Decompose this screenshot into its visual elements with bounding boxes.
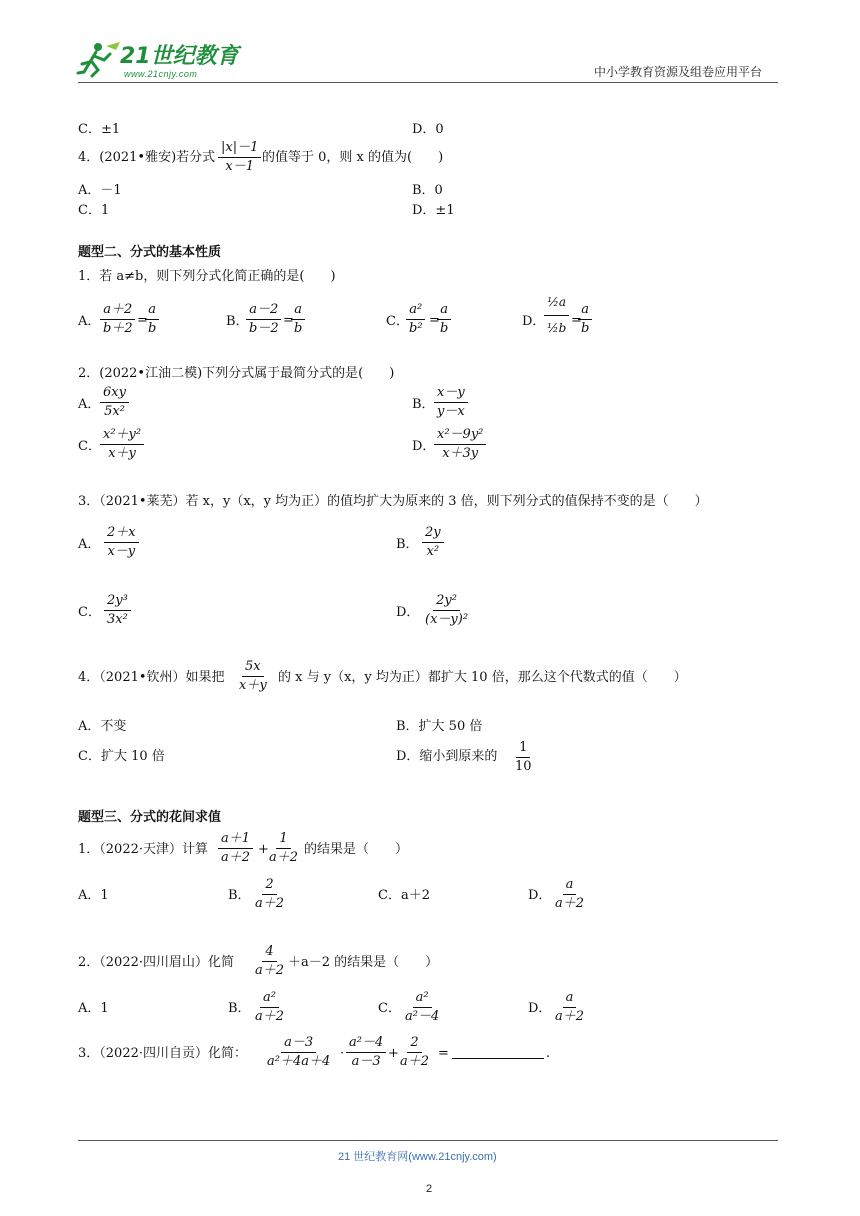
logo-text: 21世纪教育 <box>120 44 239 69</box>
denominator: x－y <box>107 543 136 559</box>
logo-url: www.21cnjy.com <box>124 69 198 79</box>
s2q1-stem: 1．若 a≠b，则下列分式化简正确的是( ) <box>78 269 336 284</box>
header-rule <box>78 82 778 83</box>
numerator: x²－9y² <box>434 428 486 445</box>
denominator: a＋2 <box>255 895 285 911</box>
footer-site-text[interactable]: 21 世纪教育网(www.21cnjy.com) <box>338 1151 497 1163</box>
numerator: ½a <box>544 296 569 316</box>
equals-sign: = <box>571 313 582 328</box>
denominator: b＋2 <box>103 320 133 336</box>
logo <box>76 40 239 80</box>
denominator: a＋2 <box>400 1053 430 1069</box>
denominator: b <box>440 320 449 336</box>
q-prev-option-d: D．0 <box>412 122 444 137</box>
q-prev-option-c: C．±1 <box>78 122 121 137</box>
s2q3-option-b-frac <box>422 526 444 558</box>
q4-fraction <box>218 141 261 173</box>
numerator: a <box>145 303 159 320</box>
s2q1-option-a-rhs <box>145 303 159 335</box>
s2q1-option-d-lhs <box>544 296 569 334</box>
q4-option-c: C．1 <box>78 203 110 218</box>
s3q2-option-d-frac <box>552 991 587 1023</box>
numerator: a² <box>260 991 279 1008</box>
s3q1-fraction-2 <box>266 832 301 864</box>
denominator: b <box>581 320 590 336</box>
equals-sign: = <box>283 313 294 328</box>
s3q1-stem-suffix: 的结果是（ ） <box>304 842 409 857</box>
denominator: 3x² <box>107 611 128 627</box>
numerator: x－y <box>434 386 468 403</box>
denominator: a＋2 <box>555 1008 585 1024</box>
s3q2-option-a: A．1 <box>78 1001 109 1016</box>
s3q1-option-d-frac <box>552 878 587 910</box>
s3q1-option-d-label: D． <box>528 888 552 903</box>
equals-sign: = <box>137 313 148 328</box>
footer-rule <box>78 1140 778 1141</box>
numerator: a <box>563 991 577 1008</box>
denominator: a＋2 <box>221 849 251 865</box>
q4-option-d: D．±1 <box>412 203 455 218</box>
s2q2-option-c-label: C． <box>78 439 101 454</box>
numerator: 2y² <box>433 594 460 611</box>
s2q1-option-c-rhs <box>437 303 451 335</box>
header-platform-text: 中小学教育资源及组卷应用平台 <box>594 65 763 79</box>
numerator: 2 <box>262 878 276 895</box>
numerator: 6xy <box>100 386 129 403</box>
s2q2-option-b-frac <box>434 386 468 418</box>
equals-sign: = <box>438 1046 449 1061</box>
s3q1-option-b-frac <box>252 878 287 910</box>
numerator: 4 <box>262 945 276 962</box>
s3q2-option-b-label: B． <box>228 1001 251 1016</box>
s3q2-fraction <box>252 945 287 977</box>
s3q2-stem-prefix: 2．（2022·四川眉山）化简 <box>78 955 234 970</box>
s2q1-option-c-label: C． <box>386 314 409 329</box>
denominator: a＋2 <box>555 895 585 911</box>
s2q2-option-b-label: B． <box>412 397 435 412</box>
denominator: a²＋4a＋4 <box>267 1053 331 1069</box>
numerator: 1 <box>516 741 530 758</box>
s2q4-option-b: B．扩大 50 倍 <box>396 719 483 734</box>
s2q4-option-d-frac <box>512 741 535 773</box>
q4-option-a: A．－1 <box>78 183 122 198</box>
s3q1-option-b-label: B． <box>228 888 251 903</box>
s2q1-option-d-label: D． <box>522 314 546 329</box>
denominator: x² <box>426 543 440 559</box>
denominator: b² <box>409 320 423 336</box>
answer-blank[interactable] <box>452 1047 544 1062</box>
numerator: a² <box>406 303 425 320</box>
denominator: x＋3y <box>442 445 479 461</box>
denominator: b <box>148 320 157 336</box>
s2q1-option-d-rhs <box>578 303 592 335</box>
numerator: 1 <box>276 832 290 849</box>
s2q4-fraction <box>236 660 270 692</box>
s2q1-option-c-lhs <box>406 303 426 335</box>
plus-sign: + <box>388 1046 399 1061</box>
s2q3-option-a-frac <box>104 526 139 558</box>
s2q2-option-a-label: A． <box>78 397 101 412</box>
denominator: x＋y <box>108 445 136 461</box>
numerator: 5x <box>242 660 264 677</box>
s3q1-option-a: A．1 <box>78 888 109 903</box>
numerator: a <box>291 303 305 320</box>
s3q2-option-d-label: D． <box>528 1001 552 1016</box>
numerator: x²＋y² <box>100 428 144 445</box>
s2q1-option-b-label: B． <box>226 314 249 329</box>
end-period: . <box>546 1046 551 1061</box>
denominator: a＋2 <box>255 962 285 978</box>
plus-sign: + <box>258 842 269 857</box>
denominator: b <box>294 320 303 336</box>
equals-sign: = <box>429 313 440 328</box>
s2q3-option-d-frac <box>422 594 471 626</box>
s3q2-stem-suffix: ＋a－2 的结果是（ ） <box>288 955 439 970</box>
q4-stem-prefix: 4．(2021•雅安)若分式 <box>78 150 216 165</box>
numerator: 2y <box>422 526 444 543</box>
s3q2-option-c-label: C． <box>378 1001 401 1016</box>
s2q4-option-c: C．扩大 10 倍 <box>78 749 165 764</box>
s2q4-stem-prefix: 4．（2021•钦州）如果把 <box>78 670 225 685</box>
s2q2-option-d-frac <box>434 428 486 460</box>
s3q3-stem-prefix: 3．（2022·四川自贡）化简： <box>78 1046 247 1061</box>
s2q3-option-b-label: B． <box>396 537 419 552</box>
numerator: a－3 <box>281 1036 316 1053</box>
s2q1-option-b-rhs <box>291 303 305 335</box>
denominator: a²－4 <box>405 1008 440 1024</box>
q4-fraction-denominator: x－1 <box>225 158 254 174</box>
numerator: 2 <box>407 1036 421 1053</box>
numerator: a <box>437 303 451 320</box>
s3q1-stem-prefix: 1．（2022·天津）计算 <box>78 842 208 857</box>
numerator: 2＋x <box>104 526 139 543</box>
numerator: a＋2 <box>100 303 135 320</box>
q4-option-b: B．0 <box>412 183 443 198</box>
denominator: y－x <box>437 403 465 419</box>
numerator: a <box>563 878 577 895</box>
page-number: 2 <box>426 1183 433 1195</box>
s2q3-option-c-frac <box>104 594 131 626</box>
q4-stem-suffix: 的值等于 0，则 x 的值为( ) <box>262 150 444 165</box>
numerator: a²－4 <box>346 1036 386 1053</box>
s2q4-option-d-prefix: D．缩小到原来的 <box>396 749 498 764</box>
denominator: x＋y <box>239 677 267 693</box>
numerator: a <box>578 303 592 320</box>
denominator: a－3 <box>351 1053 381 1069</box>
section3-title: 题型三、分式的花间求值 <box>78 810 222 825</box>
multiply-dot: · <box>340 1046 345 1061</box>
s2q2-stem: 2．(2022•江油二模)下列分式属于最简分式的是( ) <box>78 366 395 381</box>
denominator: 10 <box>515 758 532 774</box>
s2q3-option-d-label: D． <box>396 605 420 620</box>
denominator: ½b <box>547 320 567 335</box>
s3q3-fraction-1 <box>264 1036 333 1068</box>
s3q3-fraction-2 <box>346 1036 386 1068</box>
s3q2-option-c-frac <box>402 991 442 1023</box>
numerator: a² <box>413 991 432 1008</box>
s2q2-option-a-frac <box>100 386 129 418</box>
s2q1-option-a-label: A． <box>78 314 101 329</box>
blank-line <box>452 1047 544 1059</box>
s2q4-stem-suffix: 的 x 与 y（x，y 均为正）都扩大 10 倍，那么这个代数式的值（ ） <box>278 670 687 685</box>
s2q3-option-a-label: A． <box>78 537 101 552</box>
s3q2-option-b-frac <box>252 991 287 1023</box>
s2q1-option-b-lhs <box>246 303 282 335</box>
s2q2-option-c-frac <box>100 428 144 460</box>
s2q2-option-d-label: D． <box>412 439 436 454</box>
denominator: 5x² <box>104 403 125 419</box>
denominator: a＋2 <box>255 1008 285 1024</box>
denominator: (x－y)² <box>425 611 469 627</box>
numerator: a－2 <box>246 303 281 320</box>
denominator: b－2 <box>249 320 279 336</box>
section2-title: 题型二、分式的基本性质 <box>78 245 222 260</box>
s3q3-fraction-3 <box>397 1036 432 1068</box>
s2q4-option-a: A．不变 <box>78 719 127 734</box>
numerator: a＋1 <box>218 832 253 849</box>
numerator: 2y³ <box>104 594 131 611</box>
q4-fraction-numerator: |x|－1 <box>218 141 261 158</box>
denominator: a＋2 <box>269 849 299 865</box>
s3q1-fraction-1 <box>218 832 253 864</box>
s3q1-option-c: C．a＋2 <box>378 888 430 903</box>
s2q1-option-a-lhs <box>100 303 136 335</box>
s2q3-option-c-label: C． <box>78 605 101 620</box>
s2q3-stem: 3．（2021•莱芜）若 x，y（x，y 均为正）的值均扩大为原来的 3 倍，则下列分式的值保持不变的是（ ） <box>78 494 708 509</box>
runner-logo-icon <box>76 40 126 78</box>
